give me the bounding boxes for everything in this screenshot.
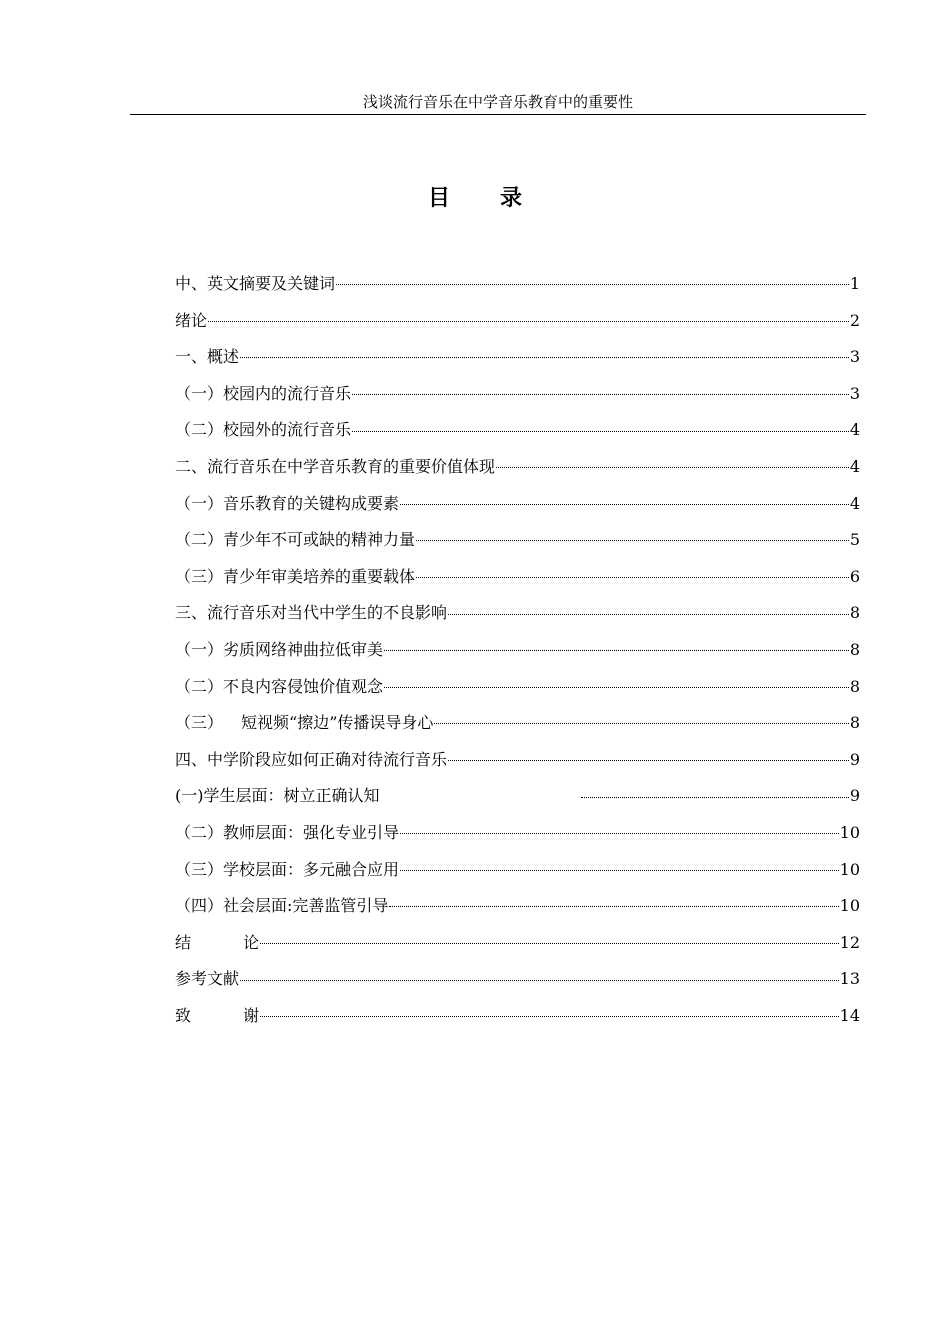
- toc-leader-dots: [496, 466, 849, 468]
- toc-entry[interactable]: [175, 416, 860, 453]
- toc-leader-dots: [208, 320, 849, 322]
- toc-entry-label: [175, 709, 433, 737]
- toc-entry-page: 10: [839, 859, 860, 879]
- toc-entry[interactable]: [175, 526, 860, 563]
- toc-entry[interactable]: [175, 307, 860, 344]
- toc-entry[interactable]: [175, 709, 860, 746]
- toc-entry[interactable]: [175, 856, 860, 893]
- toc-entry[interactable]: [175, 270, 860, 307]
- toc-entry[interactable]: [175, 343, 860, 380]
- toc-entry-label: 绪论: [175, 310, 208, 330]
- toc-entry[interactable]: [175, 819, 860, 856]
- running-header: [130, 92, 866, 115]
- toc-entry-label: （二）校园外的流行音乐: [175, 420, 352, 440]
- toc-entry-label: （二）不良内容侵蚀价值观念: [175, 676, 384, 696]
- toc-leader-dots: [416, 539, 849, 541]
- toc-entry-page: 12: [839, 932, 860, 952]
- toc-entry-page: 8: [849, 639, 860, 659]
- toc-entry[interactable]: [175, 673, 860, 710]
- toc-entry-char-left: 结: [175, 932, 192, 952]
- toc-leader-dots: [384, 686, 849, 688]
- toc-entry-label: （四）社会层面:完善监管引导: [175, 896, 389, 916]
- toc-leader-dots: [240, 979, 839, 981]
- toc-entry[interactable]: [175, 746, 860, 783]
- toc-leader-dots: [389, 905, 838, 907]
- toc-leader-dots: [352, 430, 849, 432]
- toc-entry-label: 一、概述: [175, 347, 240, 367]
- toc-entry[interactable]: [175, 490, 860, 527]
- toc-leader-dots: [240, 356, 849, 358]
- toc-entry[interactable]: [175, 892, 860, 929]
- toc-entry[interactable]: [175, 380, 860, 417]
- toc-entry[interactable]: [175, 1002, 860, 1039]
- toc-leader-dots: [434, 722, 848, 724]
- toc-entry-page: 1: [849, 274, 860, 293]
- toc-entry-label: （三）青少年审美培养的重要载体: [175, 566, 416, 586]
- toc-entry-char-right: 谢: [243, 1005, 260, 1025]
- toc-leader-dots: [260, 1015, 839, 1017]
- toc-entry-page: 9: [849, 786, 860, 806]
- toc-entry-label: （二）青少年不可或缺的精神力量: [175, 530, 416, 550]
- toc-entry-page: 13: [839, 969, 860, 989]
- toc-entry-label: [175, 1002, 259, 1030]
- toc-entry-label: [175, 929, 259, 957]
- toc-entry[interactable]: [175, 782, 860, 819]
- toc-entry-page: 10: [839, 896, 860, 916]
- toc-entry[interactable]: [175, 563, 860, 600]
- toc-entry-label: 参考文献: [175, 969, 240, 989]
- toc-entry[interactable]: [175, 453, 860, 490]
- toc-entry-char-left: 致: [175, 1005, 192, 1025]
- page-title: [0, 182, 950, 214]
- toc-entry-prefix: （三）: [175, 713, 224, 733]
- toc-entry-page: 8: [849, 603, 860, 623]
- toc-entry-text: 短视频“擦边”传播误导身心: [241, 713, 434, 733]
- toc-leader-dots: [448, 613, 849, 615]
- toc-entry-page: 8: [849, 676, 860, 696]
- running-title: 浅谈流行音乐在中学音乐教育中的重要性: [362, 93, 633, 111]
- toc-entry-page: 14: [839, 1005, 860, 1025]
- toc-leader-dots: [581, 796, 849, 798]
- toc-entry-page: 3: [849, 383, 860, 403]
- toc-leader-dots: [416, 576, 849, 578]
- toc-entry-page: 4: [849, 420, 860, 440]
- toc-leader-dots: [448, 759, 849, 761]
- toc-entry-page: 4: [849, 493, 860, 513]
- toc-leader-dots: [400, 503, 849, 505]
- toc-entry-page: 9: [849, 749, 860, 769]
- toc-leader-dots: [260, 942, 839, 944]
- toc-entry[interactable]: [175, 965, 860, 1002]
- toc-entry-label: （三）学校层面：多元融合应用: [175, 859, 400, 879]
- toc-entry-label: 中、英文摘要及关键词: [175, 274, 336, 293]
- toc-leader-dots: [352, 393, 849, 395]
- title-char-left: 目: [427, 185, 450, 211]
- toc-entry-label: 四、中学阶段应如何正确对待流行音乐: [175, 749, 448, 769]
- toc-entry[interactable]: [175, 929, 860, 966]
- toc-entry-label: 三、流行音乐对当代中学生的不良影响: [175, 603, 448, 623]
- toc-leader-dots: [384, 649, 849, 651]
- title-char-right: 录: [500, 185, 523, 211]
- toc-entry-page: 2: [849, 310, 860, 330]
- toc-leader-dots: [336, 283, 849, 285]
- toc-entry-page: 10: [839, 822, 860, 842]
- toc-entry-page: 5: [849, 530, 860, 550]
- toc-entry[interactable]: [175, 636, 860, 673]
- toc-entry-page: 8: [849, 713, 860, 733]
- toc-entry-page: 6: [849, 566, 860, 586]
- toc-leader-dots: [400, 832, 839, 834]
- toc-entry-label: 二、流行音乐在中学音乐教育的重要价值体现: [175, 456, 496, 476]
- toc-entry-page: 4: [849, 456, 860, 476]
- toc-entry[interactable]: [175, 599, 860, 636]
- toc-entry-label: (一)学生层面：树立正确认知: [175, 786, 380, 806]
- toc-entry-char-right: 论: [243, 932, 260, 952]
- toc-leader-dots: [400, 869, 839, 871]
- table-of-contents: [175, 270, 860, 1038]
- toc-entry-label: （二）教师层面：强化专业引导: [175, 822, 400, 842]
- toc-entry-label: （一）校园内的流行音乐: [175, 383, 352, 403]
- toc-entry-label: （一）劣质网络神曲拉低审美: [175, 639, 384, 659]
- toc-entry-label: （一）音乐教育的关键构成要素: [175, 493, 400, 513]
- toc-entry-page: 3: [849, 347, 860, 367]
